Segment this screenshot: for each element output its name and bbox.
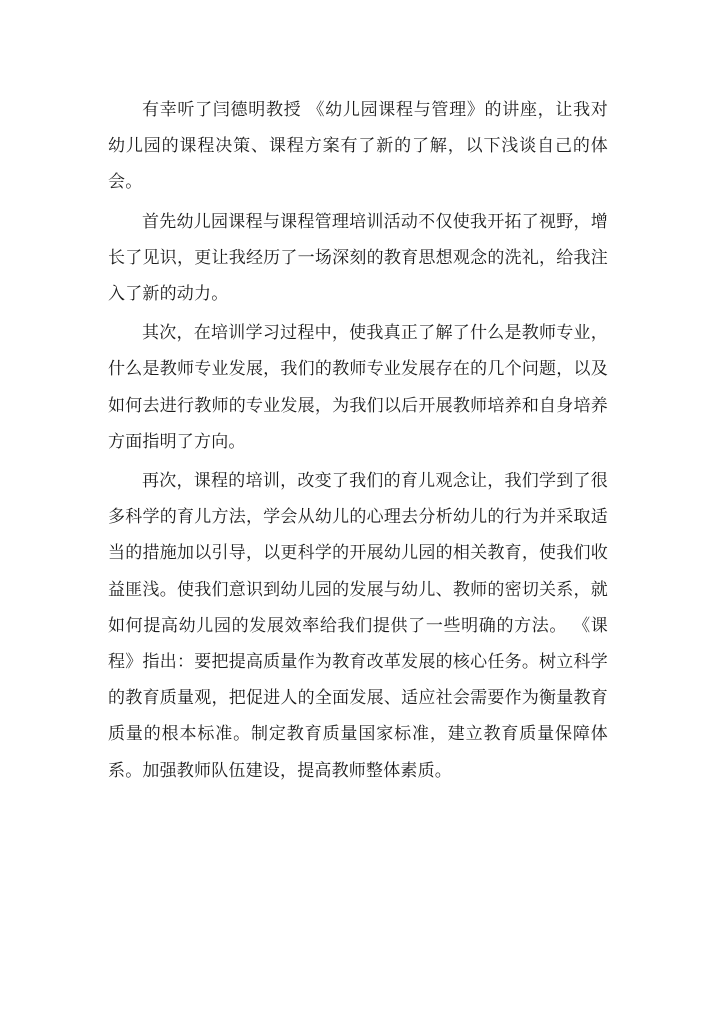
paragraph-third: 再次，课程的培训，改变了我们的育儿观念让，我们学到了很多科学的育儿方法，学会从幼儿的心理去分析幼儿的行为并采取适当的措施加以引导，以更科学的开展幼儿园的相关教育，使我们收益匪浅。使我们意识到幼儿园的发展与幼儿、教师的密切关系，就如何提高幼儿园的发展效率给我们提供了一些明确的方法。 《课程》指出：要把提高质量作为教育改革发展的核心任务。树立科学的教育质量观，把促进人的全面发展、适应社会需要作为衡量教育质量的根本标准。制定教育质量国家标准，建立教育质量保障体系。加强教师队伍建设，提高教师整体素质。 <box>108 471 608 781</box>
paragraph-second: 其次，在培训学习过程中，使我真正了解了什么是教师专业，什么是教师专业发展，我们的教师专业发展存在的几个问题，以及如何去进行教师的专业发展，为我们以后开展教师培养和自身培养方面指明了方向。 <box>108 323 608 452</box>
paragraph-first: 首先幼儿园课程与课程管理培训活动不仅使我开拓了视野，增长了见识，更让我经历了一场深刻的教育思想观念的洗礼，给我注入了新的动力。 <box>108 211 608 305</box>
paragraph-intro: 有幸听了闫德明教授 《幼儿园课程与管理》的讲座，让我对幼儿园的课程决策、课程方案有了新的了解，以下浅谈自己的体会。 <box>108 100 608 193</box>
document-body <box>108 92 608 792</box>
